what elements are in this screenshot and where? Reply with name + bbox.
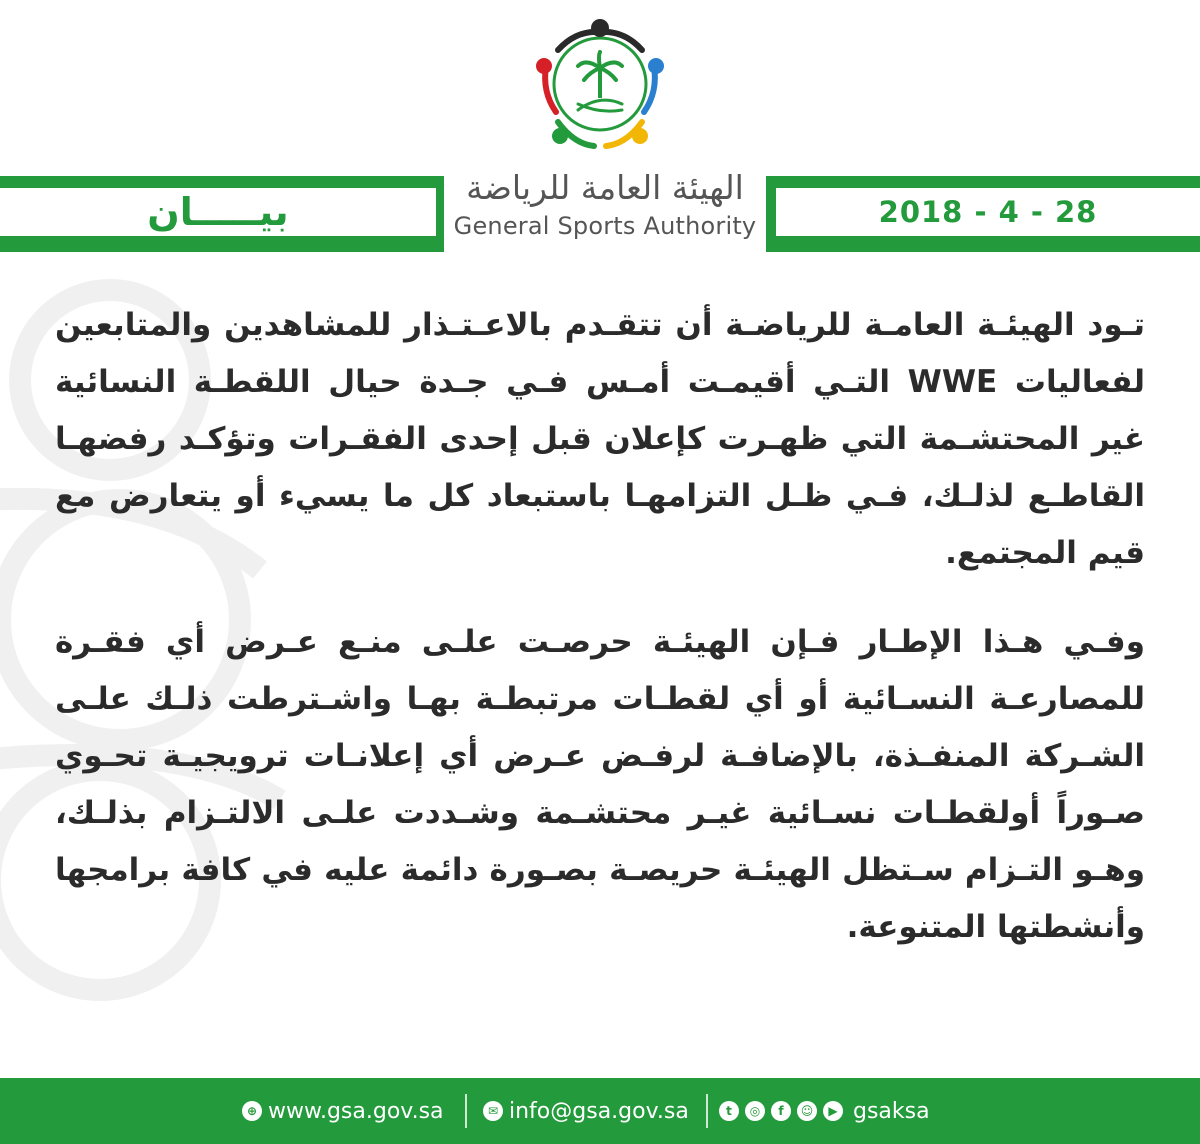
footer-email[interactable] bbox=[483, 1078, 689, 1144]
date-label: 2018 - 4 - 28 bbox=[776, 188, 1200, 236]
brand-name-arabic: الهيئة العامة للرياضة bbox=[466, 168, 744, 207]
snapchat-icon[interactable]: ☺ bbox=[797, 1101, 817, 1121]
facebook-icon[interactable]: f bbox=[771, 1101, 791, 1121]
globe-icon: ⊕ bbox=[242, 1101, 262, 1121]
instagram-icon[interactable]: ◎ bbox=[745, 1101, 765, 1121]
brand-name-english: General Sports Authority bbox=[453, 212, 757, 240]
statement-paragraph-2: وفـي هـذا الإطـار فـإن الهيئـة حرصـت علـى منـع عـرض أي فقـرة للمصارعـة النسـائية أو أي لقطـات مرتبطـة بهـا واشـترطت ذلـك علـى الشـركة المنفـذة، بالإضافـة لرفـض عـرض أي إعلانـات ترويجيـة تحـوي صـوراً أولقطـات نسـائية غيـر محتشـمة وشـددت علـى الالتـزام بذلـك، وهـو التـزام سـتظل الهيئـة حريصـة بصـورة دائمة عليه في كافة برامجها وأنشطتها المتنوعة. bbox=[55, 624, 1145, 945]
footer-band bbox=[0, 1078, 1200, 1144]
footer-social bbox=[719, 1078, 930, 1144]
social-handle[interactable]: gsaksa bbox=[853, 1098, 930, 1124]
website-link[interactable]: www.gsa.gov.sa bbox=[268, 1098, 444, 1124]
email-link[interactable]: info@gsa.gov.sa bbox=[509, 1098, 689, 1124]
footer-divider bbox=[465, 1094, 467, 1128]
statement-body bbox=[55, 297, 1145, 956]
footer-divider bbox=[706, 1094, 708, 1128]
mail-icon: ✉ bbox=[483, 1101, 503, 1121]
footer-website[interactable] bbox=[242, 1078, 444, 1144]
statement-paragraph-1: تـود الهيئـة العامـة للرياضـة أن تتقـدم بالاعـتـذار للمشاهدين والمتابعين لفعاليات WWE التـي أقيمـت أمـس فـي جـدة حيال اللقطـة النسائية غير المحتشـمة التي ظهـرت كإعلان قبل إحدى الفقـرات وتؤكـد رفضهـا القاطـع لذلـك، فـي ظـل التزامهـا باستبعاد كل ما يسيء أو يتعارض مع قيم المجتمع. bbox=[55, 307, 1145, 571]
youtube-icon[interactable]: ▶ bbox=[823, 1101, 843, 1121]
gsa-logo bbox=[524, 12, 676, 164]
statement-title: بيـــــان bbox=[0, 188, 436, 236]
twitter-icon[interactable]: t bbox=[719, 1101, 739, 1121]
brand-name bbox=[444, 162, 766, 262]
